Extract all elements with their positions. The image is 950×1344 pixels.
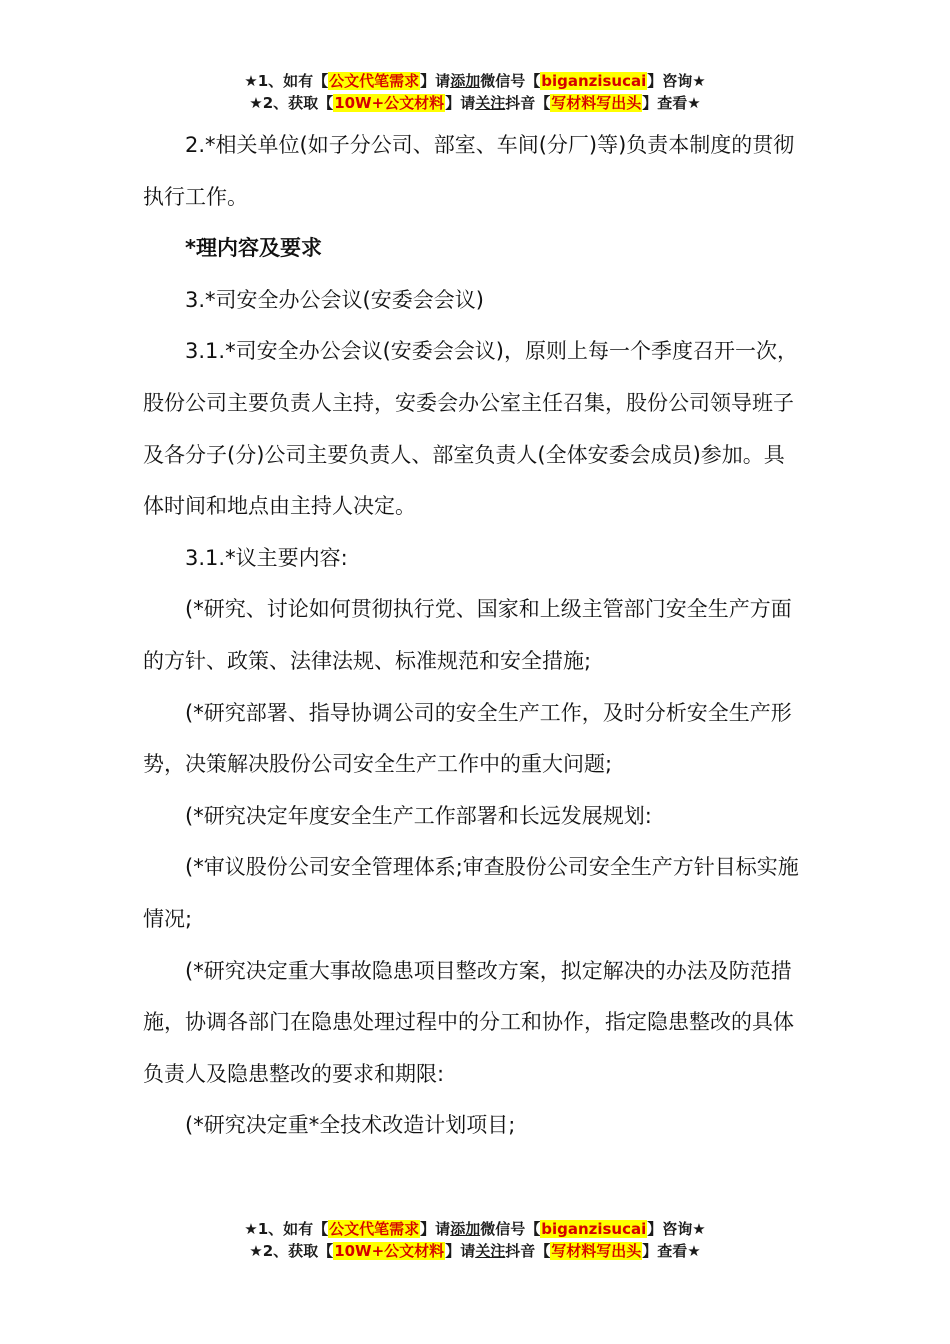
highlight-douyin: 写材料写出头 (551, 94, 642, 112)
highlight-douyin: 写材料写出头 (551, 1242, 642, 1260)
list-item: (*研究、讨论如何贯彻执行党、国家和上级主管部门安全生产方面的方针、政策、法律法规、标准规范和安全措施; (143, 597, 792, 673)
highlight-wechat-id: biganzisucai (541, 1220, 647, 1238)
list-item: (*研究决定年度安全生产工作部署和长远发展规划: (185, 803, 652, 828)
list-item: (*研究决定重*全技术改造计划项目; (185, 1113, 516, 1138)
list-item: (*研究部署、指导协调公司的安全生产工作，及时分析安全生产形势，决策解决股份公司安全生产工作中的重大问题; (143, 700, 792, 777)
list-item: (*研究决定重大事故隐患项目整改方案，拟定解决的办法及防范措施，协调各部门在隐患处理过程中的分工和协作，指定隐患整改的具体负责人及隐患整改的要求和期限: (143, 958, 794, 1086)
document-body (143, 120, 803, 1152)
paragraph: 2.*相关单位(如子分公司、部室、车间(分厂)等)负责本制度的贯彻执行工作。 (143, 133, 795, 209)
highlight-ghostwriting: 公文代笔需求 (329, 72, 420, 90)
highlight-ghostwriting: 公文代笔需求 (329, 1220, 420, 1238)
banner-line-1: ★1、如有【公文代笔需求】请添加微信号【biganzisucai】咨询★ (244, 1220, 706, 1238)
paragraph: 3.*司安全办公会议(安委会会议) (185, 287, 484, 312)
paragraph: 3.1.*司安全办公会议(安委会会议)，原则上每一个季度召开一次，股份公司主要负责人主持，安委会办公室主任召集，股份公司领导班子及各分子(分)公司主要负责人、部室负责人(全体安委会成员)参加。具体时间和地点由主持人决定。 (143, 339, 798, 519)
banner-line-2: ★2、获取【10W+公文材料】请关注抖音【写材料写出头】查看★ (249, 1242, 701, 1260)
highlight-materials: 10W+公文材料 (334, 1242, 445, 1260)
footer-banner (0, 1218, 950, 1262)
banner-line-1: ★1、如有【公文代笔需求】请添加微信号【biganzisucai】咨询★ (244, 72, 706, 90)
paragraph: 3.1.*议主要内容: (185, 545, 348, 570)
highlight-wechat-id: biganzisucai (541, 72, 647, 90)
header-banner (0, 70, 950, 114)
banner-line-2: ★2、获取【10W+公文材料】请关注抖音【写材料写出头】查看★ (249, 94, 701, 112)
section-heading: *理内容及要求 (185, 236, 322, 261)
highlight-materials: 10W+公文材料 (334, 94, 445, 112)
list-item: (*审议股份公司安全管理体系;审查股份公司安全生产方针目标实施情况; (143, 855, 799, 931)
